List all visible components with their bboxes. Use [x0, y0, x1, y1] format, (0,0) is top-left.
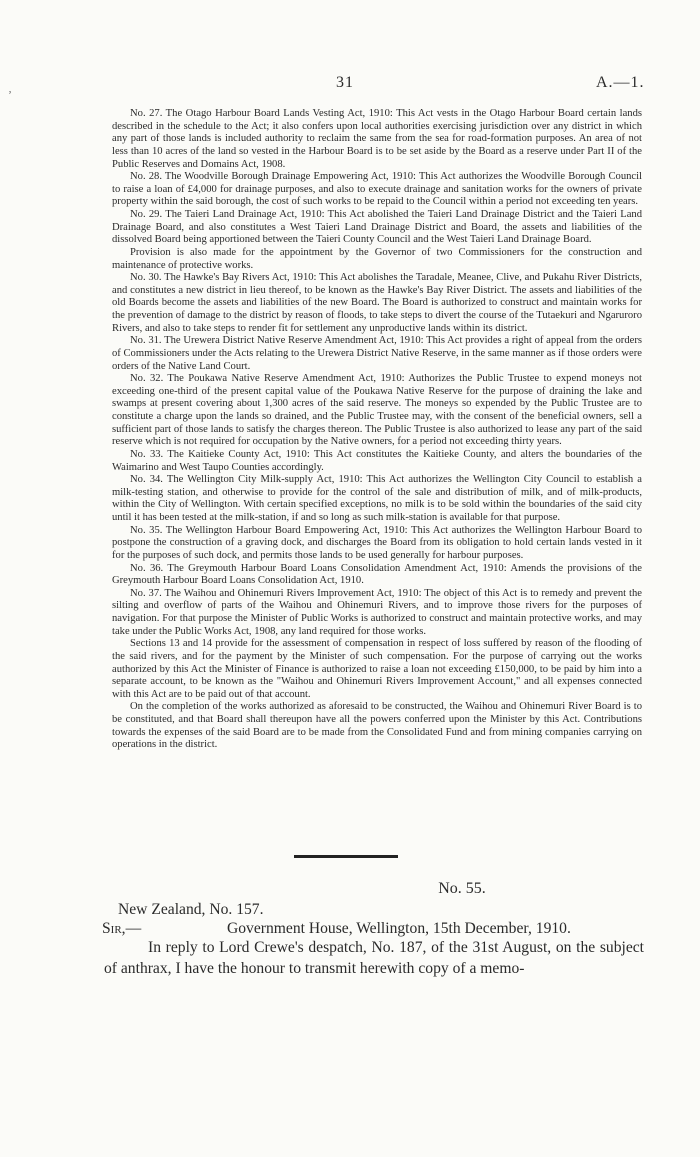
acts-summary-text — [112, 108, 642, 752]
letter-body-text: In reply to Lord Crewe's despatch, No. 187, of the 31st August, on the subject of anthrax, I have the honour to transmit herewith copy of a memo- — [104, 939, 644, 977]
paragraph-act-27: No. 27. The Otago Harbour Board Lands Vesting Act, 1910: This Act vests in the Otago Harbour Board certain lands described in the schedule to the Act; it also confers upon local authorities exercising jurisdiction over any district in which any part of those lands is included authority to reclaim the same from the sea for road-formation purposes. An area of not less than 10 acres of the land so vested in the Harbour Board is to be set aside by the Board as a reserve under Part II of the Public Reserves and Domains Act, 1908. — [112, 108, 642, 170]
paragraph-act-34: No. 34. The Wellington City Milk-supply Act, 1910: This Act authorizes the Wellington City Council to establish a milk-testing station, and otherwise to provide for the control of the sale and distribution of milk, and of milk-products, within the City of Wellington. With certain specified exceptions, no milk is to be sold within the boundaries of the said city until it has been tested at the milk-station, if and so long as such milk-station is available for that purpose. — [112, 474, 642, 523]
paragraph-act-37: No. 37. The Waihou and Ohinemuri Rivers Improvement Act, 1910: The object of this Act is to remedy and prevent the silting and overflow of parts of the Waihou and Ohinemuri Rivers, and to improve those rivers for the purposes of navigation. For that purpose the Minister of Public Works is authorized to construct and maintain protective works, and may take under the Public Works Act, 1908, any land required for those works. — [112, 587, 642, 637]
letter-address-date: Government House, Wellington, 15th December, 1910. — [227, 920, 571, 937]
paragraph-act-36: No. 36. The Greymouth Harbour Board Loans Consolidation Amendment Act, 1910: Amends the provisions of the Greymouth Harbour Board Loans Consolidation Act, 1910. — [112, 562, 642, 587]
page-number: 31 — [336, 74, 354, 91]
letter-country-ref: New Zealand, No. 157. — [118, 901, 264, 918]
section-divider — [294, 855, 398, 858]
letter-salutation: Sir,— — [102, 920, 142, 937]
margin-mark: ʼ — [8, 88, 12, 102]
paragraph-act-30: No. 30. The Hawke's Bay Rivers Act, 1910: This Act abolishes the Taradale, Meanee, Clive, and Pukahu River Districts, and constitutes a new district in lieu thereof, to be known as the Hawke's Bay River District. The assets and liabilities of the old Boards become the assets and liabilities of the new Board. The Board is authorized to construct and maintain works for the prevention of damage to the district by reason of floods, to take steps to divert the course of the Tutaekuri and Ngaruroro Rivers, and also to take steps to render fit for settlement any unproductive lands within its district. — [112, 272, 642, 334]
paragraph-act-29-provision: Provision is also made for the appointment by the Governor of two Commissioners for the construction and maintenance of protective works. — [112, 246, 642, 271]
paragraph-act-28: No. 28. The Woodville Borough Drainage Empowering Act, 1910: This Act authorizes the Woodville Borough Council to raise a loan of £4,000 for drainage purposes, and also to execute drainage and sanitation works for the owners of private property within the said borough, the cost of such works to be repaid to the Council within a period not exceeding ten years. — [112, 171, 642, 208]
paragraph-act-29: No. 29. The Taieri Land Drainage Act, 1910: This Act abolished the Taieri Land Drainage District and the Taieri Land Drainage Board, and also constitutes a West Taieri Land Drainage District and Board, the assets and liabilities of the dissolved Board being apportioned between the Taieri County Council and the West Taieri Land Drainage Board. — [112, 209, 642, 246]
paragraph-act-31: No. 31. The Urewera District Native Reserve Amendment Act, 1910: This Act provides a right of appeal from the orders of Commissioners under the Acts relating to the Urewera District Native Reserve, in the same manner as if those orders were orders of the Native Land Court. — [112, 335, 642, 372]
paragraph-act-37-sections: Sections 13 and 14 provide for the assessment of compensation in respect of loss suffered by reason of the flooding of the said rivers, and for the payment by the Minister of such compensation. For the purpose of carrying out the works authorized by this Act the Minister of Finance is authorized to raise a loan not exceeding £150,000, to be paid by him into a separate account, to be known as the "Waihou and Ohinemuri Rivers Improvement Account," and all expenses connected with this Act are to be paid out of that account. — [112, 638, 642, 700]
paragraph-act-32: No. 32. The Poukawa Native Reserve Amendment Act, 1910: Authorizes the Public Trustee to expend moneys not exceeding one-third of the present capital value of the Poukawa Native Reserve for the purpose of draining the lake and swamps at present covering about 1,300 acres of the said reserve. The moneys so expended by the Public Trustee are to constitute a charge upon the lands so drained, and the Public Trustee may, with the consent of the beneficial owners, sell a sufficient part of those lands to satisfy the charges thereon. The Public Trustee is also authorized to lease any part of the said reserve which is not required for occupation by the Native owners, for a period not exceeding thirty years. — [112, 373, 642, 448]
document-reference: A.—1. — [596, 74, 645, 91]
letter-body — [104, 937, 644, 979]
paragraph-act-35: No. 35. The Wellington Harbour Board Empowering Act, 1910: This Act authorizes the Wellington Harbour Board to postpone the construction of a graving dock, and discharges the Board from its obligation to hold certain lands vested in it for the purposes of such dock, and permits those lands to be used generally for harbour purposes. — [112, 524, 642, 561]
paragraph-act-33: No. 33. The Kaitieke County Act, 1910: This Act constitutes the Kaitieke County, and alters the boundaries of the Waimarino and West Taupo Counties accordingly. — [112, 448, 642, 473]
paragraph-act-37-completion: On the completion of the works authorized as aforesaid to be constructed, the Waihou and Ohinemuri River Board is to be constituted, and that Board shall thereupon have all the powers conferred upon the Minister by this Act. Contributions towards the expenses of the said Board are to be made from the Consolidated Fund and from mining companies carrying on operations in the district. — [112, 701, 642, 751]
letter-number: No. 55. — [438, 880, 486, 897]
